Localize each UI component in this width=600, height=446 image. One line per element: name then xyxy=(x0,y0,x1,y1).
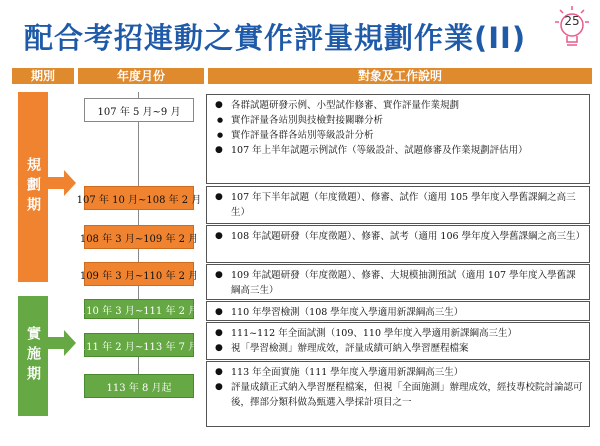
bullet-icon: ● xyxy=(215,307,223,317)
list-item: ● 109 年試題研發（年度徵題）、修審、大規模抽測預試（適用 107 學年度入學舊課綱高三生） xyxy=(215,270,576,296)
bullet-icon: ● xyxy=(215,100,223,110)
list-item: ● 111~112 年全面試測（109、110 學年度入學適用新課綱高三生） xyxy=(215,328,518,339)
description-box xyxy=(206,186,590,224)
header-period: 期別 xyxy=(12,68,74,84)
list-item: ● 評量成績正式納入學習歷程檔案，但視「全面施測」辦理成效，經技專校院討論認可後，擇部分類科做為甄選入學採計項目之一 xyxy=(215,382,583,408)
list-item: ● 107 年下半年試題（年度徵題）、修審、試作（適用 105 學年度入學舊課綱之高三生） xyxy=(215,192,576,218)
bullet-icon: ● xyxy=(215,343,223,353)
bullet-icon: ● xyxy=(215,367,223,377)
bullet-icon: ● xyxy=(217,131,224,139)
description-box xyxy=(206,264,590,300)
list-item: ● 108 年試題研發（年度徵題）、修審、試考（適用 106 學年度入學舊課綱之高三生） xyxy=(215,231,586,242)
phase-planning xyxy=(18,92,48,282)
description-box xyxy=(206,301,590,321)
bullet-icon: ● xyxy=(215,192,223,202)
lightbulb-icon xyxy=(552,4,592,52)
date-box: 107 年 5 月~9 月 xyxy=(84,98,194,122)
bullet-icon: ● xyxy=(215,145,223,155)
list-item: ● 113 年全面實施（111 學年度入學適用新課綱高三生） xyxy=(215,367,464,378)
date-box: 113 年 8 月起 xyxy=(84,374,194,398)
phase-implementation-label: 實施期 xyxy=(25,326,41,386)
page-number: 25 xyxy=(564,14,580,28)
list-item: ● 110 年學習檢測（108 學年度入學適用新課綱高三生） xyxy=(215,307,464,318)
bullet-icon: ● xyxy=(217,116,224,124)
list-item: ● 實作評量各群各站別等級設計分析 xyxy=(217,130,374,141)
description-box xyxy=(206,225,590,263)
description-box xyxy=(206,361,590,427)
date-box: 109 年 3 月~110 年 2 月 xyxy=(84,262,194,286)
header-date: 年度月份 xyxy=(78,68,204,84)
date-box: 110 年 3 月~111 年 2 月 xyxy=(84,299,194,319)
list-item: ● 107 年上半年試題示例試作（等級設計、試題修審及作業規劃評估用） xyxy=(215,145,528,156)
bullet-icon: ● xyxy=(215,382,223,392)
bullet-icon: ● xyxy=(215,270,223,280)
bullet-icon: ● xyxy=(215,231,223,241)
description-box xyxy=(206,322,590,360)
arrow-right-icon xyxy=(48,170,78,196)
phase-planning-label: 規劃期 xyxy=(25,157,41,217)
arrow-right-icon xyxy=(48,330,78,356)
page-title: 配合考招連動之實作評量規劃作業(II) xyxy=(24,21,527,55)
page-number-badge xyxy=(552,4,592,52)
date-box: 111 年 2 月~113 年 7 月 xyxy=(84,333,194,357)
list-item: ● 各群試題研發示例、小型試作修審、實作評量作業規劃 xyxy=(215,100,460,111)
phase-implementation xyxy=(18,296,48,416)
list-item: ● 視「學習檢測」辦理成效，評量成績可納入學習歷程檔案 xyxy=(215,343,469,354)
description-box xyxy=(206,94,590,184)
list-item: ● 實作評量各站別與技檢對接關聯分析 xyxy=(217,115,384,126)
header-description: 對象及工作說明 xyxy=(208,68,592,84)
bullet-icon: ● xyxy=(215,328,223,338)
date-box: 108 年 3 月~109 年 2 月 xyxy=(84,225,194,249)
date-box: 107 年 10 月~108 年 2 月 xyxy=(84,186,194,210)
